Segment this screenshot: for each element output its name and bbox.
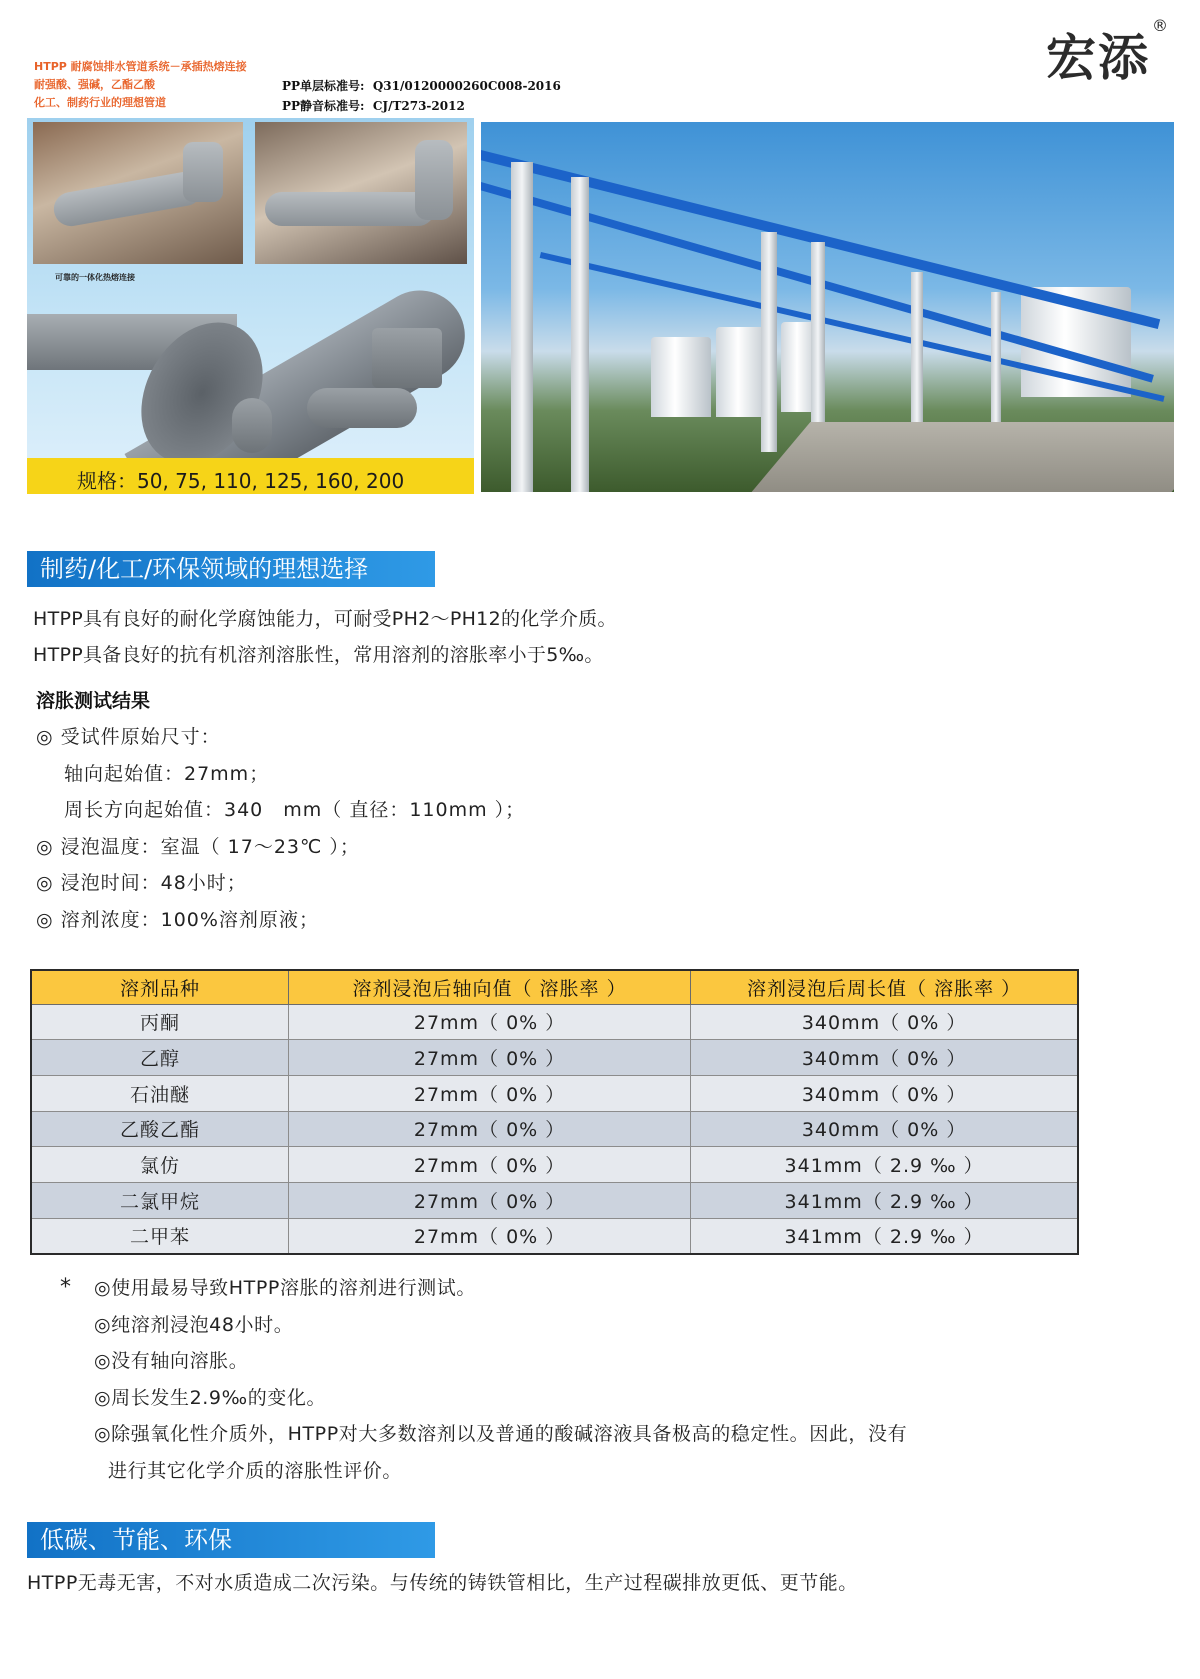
- table-cell: 石油醚: [31, 1075, 288, 1111]
- table-cell: 27mm（ 0% ）: [288, 1004, 690, 1040]
- spec-bar: [27, 458, 474, 494]
- table-cell: 27mm（ 0% ）: [288, 1075, 690, 1111]
- test-line: ◎ 浸泡时间：48小时；: [36, 872, 247, 894]
- table-cell: 乙醇: [31, 1040, 288, 1076]
- table-cell: 丙酮: [31, 1004, 288, 1040]
- paragraph-low-carbon: HTPP无毒无害，不对水质造成二次污染。与传统的铸铁管相比，生产过程碳排放更低、更节能。: [27, 1572, 858, 1594]
- cross-fitting-image: [372, 328, 442, 388]
- elbow-fitting-image: [232, 398, 272, 453]
- product-photo-panel: [27, 118, 474, 494]
- table-cell: 340mm（ 0% ）: [691, 1111, 1078, 1147]
- section-title-ideal-choice: 制药/化工/环保领域的理想选择: [27, 551, 435, 587]
- table-cell: 二氯甲烷: [31, 1182, 288, 1218]
- spec-text: 规格：50, 75, 110, 125, 160, 200: [77, 469, 405, 493]
- brand-logo: [1046, 18, 1170, 90]
- brand-name: 宏添: [1046, 29, 1150, 87]
- section-title-low-carbon: 低碳、节能、环保: [27, 1522, 435, 1558]
- table-row: [31, 1111, 1078, 1147]
- banner-line-2: 耐强酸、强碱，乙酯乙酸: [34, 78, 155, 91]
- table-cell: 27mm（ 0% ）: [288, 1182, 690, 1218]
- note-item: ◎周长发生2.9‰的变化。: [94, 1386, 327, 1409]
- banner-line-3: 化工、制药行业的理想管道: [34, 96, 166, 109]
- column-header: 溶剂品种: [31, 970, 288, 1004]
- banner-line-1: HTPP 耐腐蚀排水管道系统－承插热熔连接: [34, 60, 247, 73]
- test-line: ◎ 溶剂浓度：100%溶剂原液；: [36, 908, 319, 931]
- note-star: *: [60, 1275, 71, 1300]
- column-header: 溶剂浸泡后周长值（ 溶胀率 ）: [691, 970, 1078, 1004]
- table-cell: 341mm（ 2.9 ‰ ）: [691, 1218, 1078, 1254]
- registered-mark: ®: [1152, 16, 1170, 36]
- note-item: ◎没有轴向溶胀。: [94, 1350, 249, 1372]
- table-cell: 二甲苯: [31, 1218, 288, 1254]
- note-item: ◎除强氧化性介质外，HTPP对大多数溶剂以及普通的酸碱溶液具备极高的稳定性。因此，没有: [94, 1423, 908, 1445]
- photo-caption: 可靠的一体化热熔连接: [55, 273, 135, 282]
- paragraph-chemical-resistance: HTPP具有良好的耐化学腐蚀能力，可耐受PH2～PH12的化学介质。: [33, 608, 617, 630]
- table-cell: 乙酸乙酯: [31, 1111, 288, 1147]
- table-row: [31, 1182, 1078, 1218]
- table-cell: 340mm（ 0% ）: [691, 1040, 1078, 1076]
- column-header: 溶剂浸泡后轴向值（ 溶胀率 ）: [288, 970, 690, 1004]
- table-cell: 27mm（ 0% ）: [288, 1147, 690, 1183]
- note-item-continuation: 进行其它化学介质的溶胀性评价。: [108, 1459, 403, 1482]
- banner-tagline: [34, 58, 247, 112]
- test-line: 周长方向起始值：340 mm（ 直径：110mm ）；: [64, 799, 526, 821]
- table-header-row: [31, 970, 1078, 1004]
- table-cell: 341mm（ 2.9 ‰ ）: [691, 1182, 1078, 1218]
- trap-fitting-image: [307, 388, 417, 428]
- paragraph-solvent-swelling: HTPP具备良好的抗有机溶剂溶胀性，常用溶剂的溶胀率小于5‰。: [33, 644, 604, 666]
- table-row: [31, 1218, 1078, 1254]
- table-cell: 27mm（ 0% ）: [288, 1111, 690, 1147]
- swelling-result-table: [30, 969, 1079, 1255]
- table-row: [31, 1040, 1078, 1076]
- table-row: [31, 1075, 1078, 1111]
- note-item: ◎使用最易导致HTPP溶胀的溶剂进行测试。: [94, 1277, 476, 1299]
- table-cell: 27mm（ 0% ）: [288, 1218, 690, 1254]
- table-cell: 340mm（ 0% ）: [691, 1075, 1078, 1111]
- installation-photo-2: [255, 122, 467, 264]
- table-cell: 氯仿: [31, 1147, 288, 1183]
- standard-line-2: PP静音标准号: CJ/T273-2012: [282, 99, 465, 113]
- subheading-swelling-test: 溶胀测试结果: [36, 690, 151, 712]
- chemical-plant-photo: [481, 122, 1174, 492]
- test-line: 轴向起始值：27mm；: [64, 762, 270, 785]
- table-row: [31, 1004, 1078, 1040]
- installation-photo-1: [33, 122, 243, 264]
- test-notes: [60, 1270, 907, 1489]
- standard-numbers: [282, 76, 561, 116]
- standard-line-1: PP单层标准号: Q31/0120000260C008-2016: [282, 79, 561, 93]
- table-cell: 27mm（ 0% ）: [288, 1040, 690, 1076]
- table-cell: 341mm（ 2.9 ‰ ）: [691, 1147, 1078, 1183]
- table-cell: 340mm（ 0% ）: [691, 1004, 1078, 1040]
- test-conditions: [36, 719, 525, 938]
- test-line: ◎ 受试件原始尺寸：: [36, 726, 221, 748]
- note-item: ◎纯溶剂浸泡48小时。: [94, 1313, 294, 1336]
- table-row: [31, 1147, 1078, 1183]
- test-line: ◎ 浸泡温度：室温（ 17～23℃ ）；: [36, 835, 360, 858]
